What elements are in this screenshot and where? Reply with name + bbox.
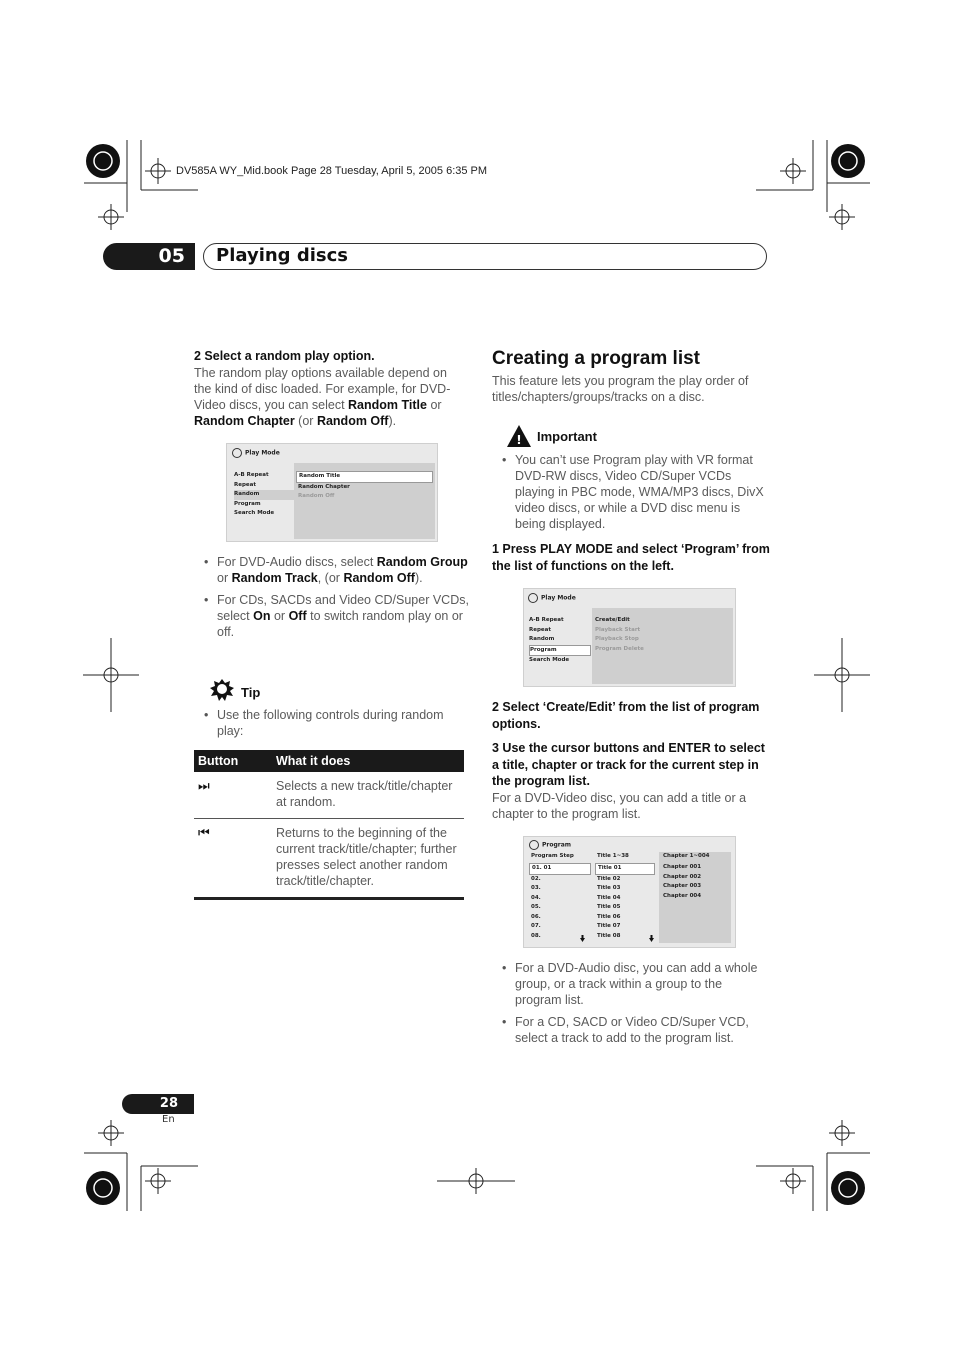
bullet-dvd-audio-a: For DVD-Audio discs, select	[217, 555, 377, 569]
program-screen	[523, 836, 736, 948]
step-2-or-2: (or	[294, 413, 317, 428]
chapter-item: Chapter 002	[663, 873, 702, 880]
menu-list	[529, 616, 591, 666]
previous-icon: ⏮	[194, 819, 272, 899]
important-heading: Important	[537, 429, 597, 444]
step-2-text-a: The random play options available depend on the kind of disc loaded. For example, for DVD-Video discs, you can select	[194, 365, 451, 412]
chapter-item: Chapter 004	[663, 892, 702, 899]
menu-list	[234, 471, 294, 519]
program-step-item: 07.	[531, 923, 541, 929]
program-step-item: 08.	[531, 932, 541, 939]
off-term: Off	[288, 609, 307, 623]
screen-title: Play Mode	[541, 594, 576, 602]
title-list	[595, 863, 655, 941]
important-bullet: • You can’t use Program play with VR format DVD-RW discs, Video CD/Super VCDs playing in PBC mode, WMA/MP3 discs, DivX video discs, or while a DVD disc menu is being displayed.	[492, 452, 770, 532]
options-list	[595, 616, 731, 654]
step-3-block	[492, 740, 770, 822]
step-2b-heading: 2 Select ‘Create/Edit’ from the list of program options.	[492, 700, 760, 731]
bullet-dvd-audio-or: or	[217, 571, 232, 585]
svg-text:!: !	[516, 433, 522, 447]
warning-icon	[506, 424, 532, 448]
program-step-item: 06.	[531, 913, 541, 920]
language-code: En	[162, 1114, 175, 1125]
table-row	[194, 772, 464, 819]
program-step-item: 05.	[531, 904, 541, 910]
left-bullets	[194, 554, 469, 646]
menu-item-program: Program	[529, 645, 591, 657]
program-step-item: 01. 01	[529, 863, 591, 875]
random-title-term: Random Title	[348, 397, 427, 412]
random-group-term: Random Group	[376, 555, 468, 569]
menu-item-search-mode: Search Mode	[529, 657, 570, 663]
menu-item-random: Random	[234, 490, 294, 500]
bullet-cds-a: For CDs, SACDs and Video CD/Super VCDs, select	[217, 593, 469, 623]
section-title: Creating a program list	[492, 348, 700, 369]
menu-item-ab-repeat: A-B Repeat	[529, 617, 564, 623]
bullet-cd-program: • For a CD, SACD or Video CD/Super VCD, select a track to add to the program list.	[492, 1014, 770, 1046]
random-off-term-2: Random Off	[343, 571, 415, 585]
tip-bullet: • Use the following controls during random play:	[194, 707, 469, 739]
title-range-header: Title 1~38	[597, 853, 629, 859]
screen-title-row	[528, 593, 576, 603]
menu-item-repeat: Repeat	[529, 626, 551, 633]
section-intro: This feature lets you program the play order of titles/chapters/groups/tracks on a disc.	[492, 374, 749, 404]
step-2-end: ).	[388, 413, 397, 428]
screen-title-row	[232, 448, 280, 458]
title-item: Title 03	[597, 885, 621, 891]
play-mode-screen-random	[226, 443, 438, 542]
screen-title: Program	[542, 841, 572, 849]
title-item: Title 05	[597, 904, 621, 910]
program-step-header: Program Step	[531, 853, 574, 859]
program-step-item: 04.	[531, 894, 541, 901]
bullet-cds-or: or	[270, 609, 289, 623]
disc-icon	[232, 448, 242, 458]
title-item: Title 07	[597, 923, 621, 929]
lightbulb-icon	[208, 677, 236, 703]
program-step-list	[529, 863, 591, 941]
play-mode-screen-program	[523, 588, 736, 687]
chapter-item: Chapter 003	[663, 883, 702, 889]
menu-item-program: Program	[234, 500, 261, 507]
sunburst-target-bottom-left	[86, 1171, 120, 1205]
option-playback-start: Playback Start	[595, 626, 641, 633]
title-item: Title 01	[595, 863, 655, 875]
option-playback-stop: Playback Stop	[595, 636, 639, 642]
bullet-cds-end: to switch random play on or off.	[217, 609, 463, 639]
screen-title: Play Mode	[245, 449, 280, 457]
on-term: On	[253, 609, 271, 623]
sunburst-target-top-right	[831, 144, 865, 178]
next-icon: ⏭	[194, 772, 272, 819]
bullet-dvd-audio-end: ).	[414, 571, 423, 585]
random-chapter-term: Random Chapter	[194, 413, 295, 428]
step-3-text: For a DVD-Video disc, you can add a title or a chapter to the program list.	[492, 790, 747, 821]
bullet-dvd-audio-c: , (or	[317, 571, 344, 585]
page-number: 28	[122, 1094, 194, 1114]
sunburst-target-top-left	[86, 144, 120, 178]
chapter-number-tab: 05	[103, 243, 195, 270]
title-item: Title 08	[597, 932, 621, 939]
program-step-item: 03.	[531, 885, 541, 891]
step-3-heading: 3 Use the cursor buttons and ENTER to select a title, chapter or track for the current step in the program list.	[492, 741, 765, 788]
important-bullet-block	[492, 452, 770, 538]
table-header-button: Button	[194, 750, 272, 772]
bullet-dvd-audio-program: • For a DVD-Audio disc, you can add a whole group, or a track within a group to the program list.	[492, 960, 770, 1008]
table-header-what: What it does	[272, 750, 464, 772]
bullet-cds	[194, 592, 469, 640]
option-random-title: Random Title	[296, 471, 433, 483]
bullet-dvd-audio	[194, 554, 469, 586]
option-create-edit: Create/Edit	[595, 617, 630, 623]
screen-title-row	[529, 840, 571, 850]
table-cell-desc: Selects a new track/title/chapter at random.	[272, 772, 464, 819]
step-1-heading: 1 Press PLAY MODE and select ‘Program’ from the list of functions on the left.	[492, 542, 770, 573]
chapter-title: Playing discs	[203, 243, 767, 270]
menu-item-random: Random	[529, 636, 555, 642]
random-track-term: Random Track	[231, 571, 318, 585]
tip-heading: Tip	[241, 685, 261, 700]
random-off-term: Random Off	[316, 413, 389, 428]
book-info-line: DV585A WY_Mid.book Page 28 Tuesday, April 5, 2005 6:35 PM	[176, 165, 488, 177]
program-step-item: 02.	[531, 875, 541, 882]
title-item: Title 02	[597, 875, 621, 882]
chapter-list	[663, 863, 729, 901]
controls-table	[194, 750, 464, 900]
options-list	[296, 471, 433, 502]
tip-bullet-block	[194, 707, 469, 745]
table-row	[194, 819, 464, 899]
option-random-off: Random Off	[298, 493, 335, 499]
scroll-down-arrow-icon	[579, 935, 586, 943]
right-column-top	[492, 348, 767, 405]
step-2-heading: 2 Select a random play option.	[194, 349, 375, 363]
title-item: Title 06	[597, 913, 621, 920]
scroll-down-arrow-icon	[648, 935, 655, 943]
sunburst-target-bottom-right	[831, 1171, 865, 1205]
step-2-or-1: or	[426, 397, 442, 412]
left-column	[194, 348, 466, 429]
step-2-text	[194, 365, 466, 429]
menu-item-repeat: Repeat	[234, 481, 256, 488]
title-item: Title 04	[597, 894, 621, 901]
option-program-delete: Program Delete	[595, 645, 644, 652]
option-random-chapter: Random Chapter	[298, 483, 350, 490]
chapter-range-header: Chapter 1~004	[663, 853, 710, 859]
menu-item-ab-repeat: A-B Repeat	[234, 472, 269, 478]
table-cell-desc: Returns to the beginning of the current track/title/chapter; further presses select another random track/title/chapter.	[272, 819, 464, 899]
disc-icon	[529, 840, 539, 850]
right-bullets	[492, 960, 770, 1052]
disc-icon	[528, 593, 538, 603]
chapter-item: Chapter 001	[663, 864, 702, 870]
menu-item-search-mode: Search Mode	[234, 510, 275, 516]
